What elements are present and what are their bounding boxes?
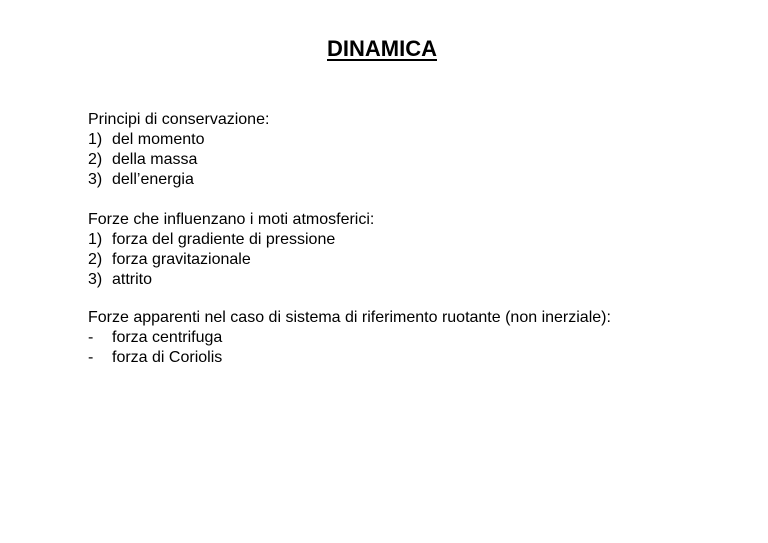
list-item-text: forza del gradiente di pressione xyxy=(112,231,336,248)
section-heading: Forze apparenti nel caso di sistema di riferimento ruotante (non inerziale): xyxy=(88,309,611,326)
section-atmospheric-forces xyxy=(88,210,374,290)
list-item xyxy=(88,230,374,250)
list-marker: 2) xyxy=(88,251,103,268)
section-heading: Principi di conservazione: xyxy=(88,111,270,128)
list-marker: 3) xyxy=(88,171,103,188)
dash-list xyxy=(88,328,611,368)
list-item xyxy=(88,130,269,150)
numbered-list xyxy=(88,130,269,190)
list-item xyxy=(88,328,611,348)
section-conservation-principles xyxy=(88,110,269,190)
list-item-text: forza gravitazionale xyxy=(112,251,251,268)
list-marker: 2) xyxy=(88,151,103,168)
list-item-text: forza di Coriolis xyxy=(112,349,223,366)
list-marker: 1) xyxy=(88,231,103,248)
list-marker: 1) xyxy=(88,131,103,148)
list-item-text: attrito xyxy=(112,271,153,288)
section-heading: Forze che influenzano i moti atmosferici: xyxy=(88,211,375,228)
section-apparent-forces xyxy=(88,308,611,368)
numbered-list xyxy=(88,230,374,290)
list-item-text: dell’energia xyxy=(112,171,194,188)
list-item-text: del momento xyxy=(112,131,205,148)
list-item xyxy=(88,270,374,290)
list-item-text: forza centrifuga xyxy=(112,329,223,346)
list-marker: 3) xyxy=(88,271,103,288)
list-marker: - xyxy=(88,349,94,366)
list-item xyxy=(88,150,269,170)
list-item-text: della massa xyxy=(112,151,198,168)
list-marker: - xyxy=(88,329,94,346)
list-item xyxy=(88,348,611,368)
list-item xyxy=(88,250,374,270)
list-item xyxy=(88,170,269,190)
page-title: DINAMICA xyxy=(327,36,437,61)
